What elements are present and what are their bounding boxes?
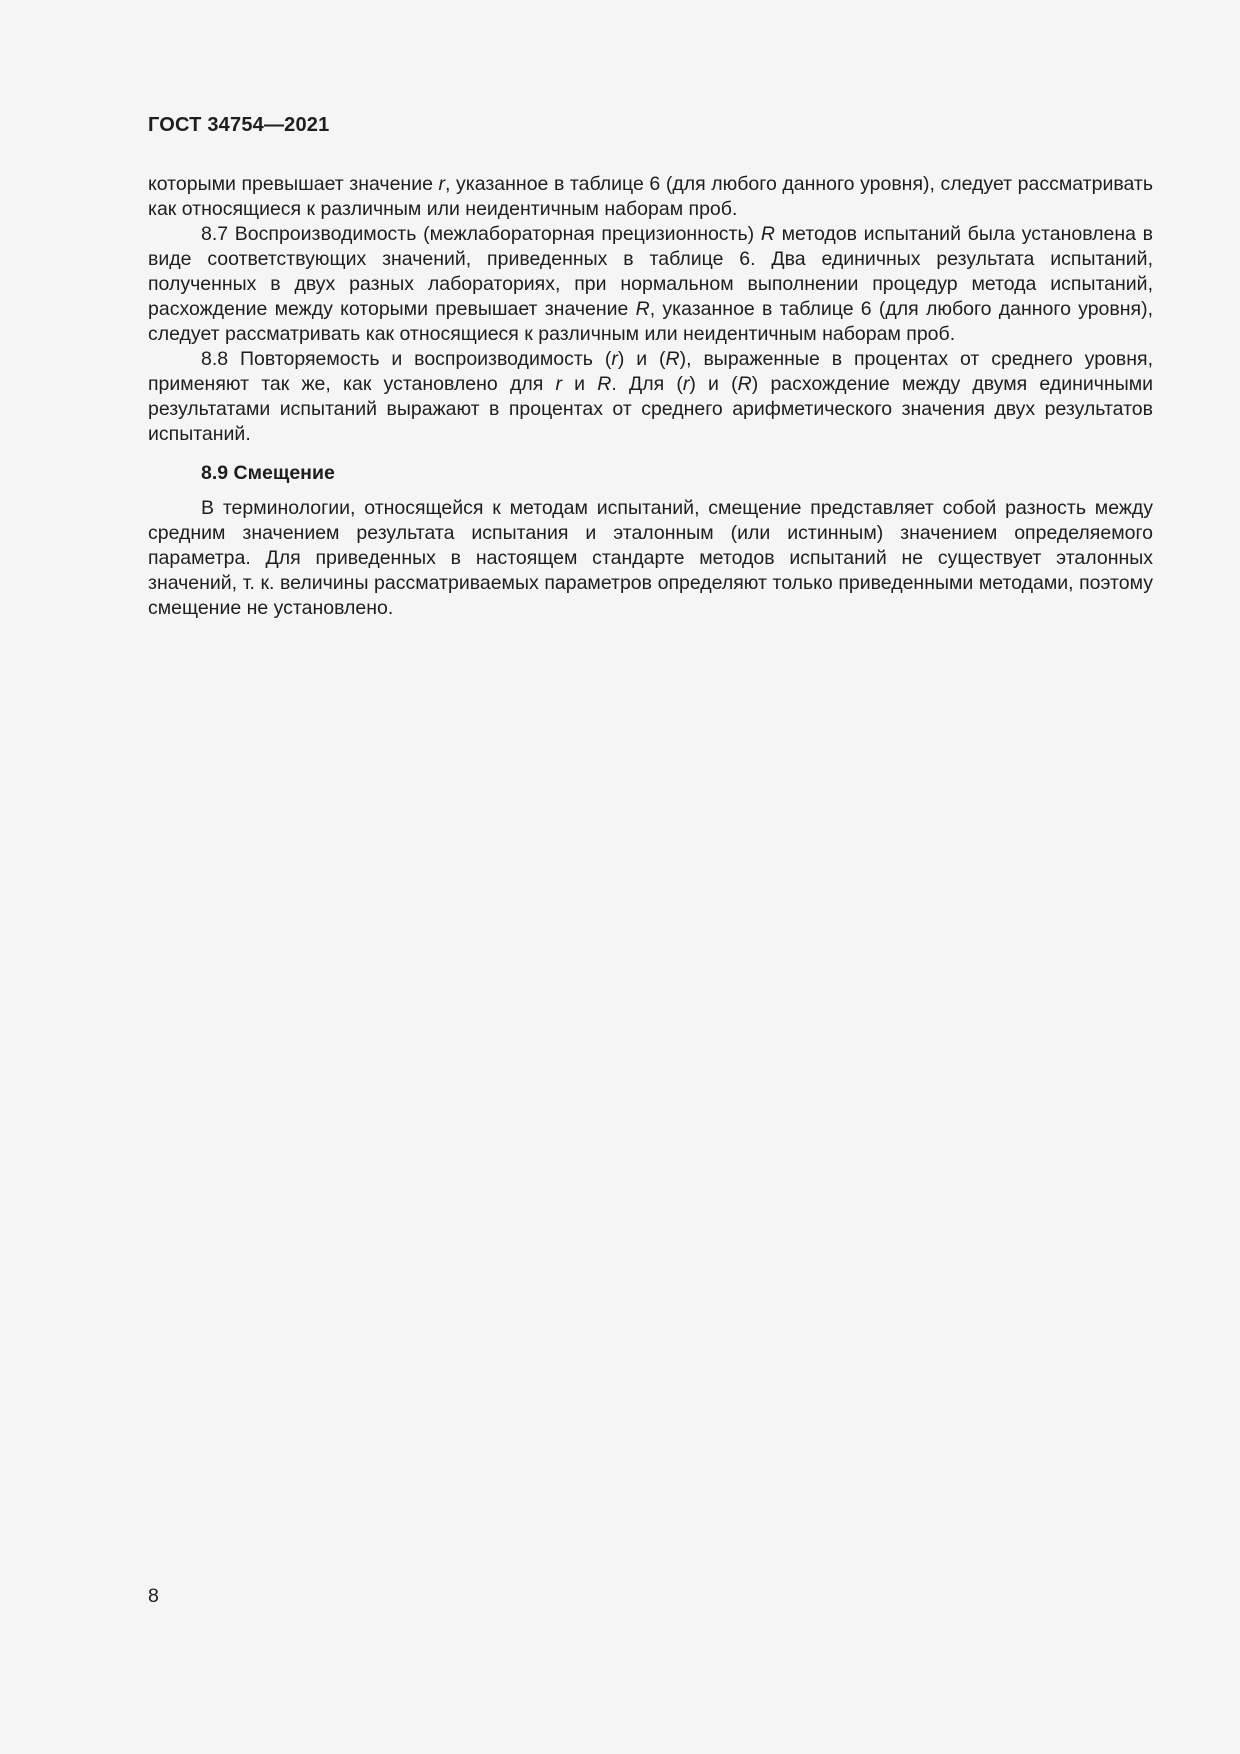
section-heading-8-9: 8.9 Смещение (201, 462, 335, 484)
document-header: ГОСТ 34754—2021 (148, 114, 330, 136)
paragraph-continuation: которыми превышает значение r, указанное в таблице 6 (для любого данного уровня), следует рассматривать как относящиеся к различным или неидентичным наборам проб. (148, 173, 1153, 220)
paragraph-8-9: В терминологии, относящейся к методам испытаний, смещение представляет собой разность между средним значением результата испытания и эталонным (или истинным) значением определяемого параметра. Для приведенных в настоящем стандарте методов испытаний не существует эталонных значений, т. к. величины рассматриваемых параметров определяют только приведенными методами, поэтому смещение не установлено. (148, 497, 1153, 619)
page-number: 8 (148, 1585, 159, 1607)
paragraph-8-8: 8.8 Повторяемость и воспроизводимость (r) и (R), выраженные в процентах от среднего уровня, применяют так же, как установлено для r и R. Для (r) и (R) расхождение между двумя единичными результатами испытаний выражают в процентах от среднего арифметического значения двух результатов испытаний. (148, 348, 1154, 445)
document-body (148, 172, 1153, 621)
paragraph-8-7: 8.7 Воспроизводимость (межлабораторная прецизионность) R методов испытаний была установлена в виде соответствующих значений, приведенных в таблице 6. Два единичных результата испытаний, полученных в двух разных лабораториях, при нормальном выполнении процедур метода испытаний, расхождение между которыми превышает значение R, указанное в таблице 6 (для любого данного уровня), следует рассматривать как относящиеся к различным или неидентичным наборам проб. (148, 223, 1154, 345)
